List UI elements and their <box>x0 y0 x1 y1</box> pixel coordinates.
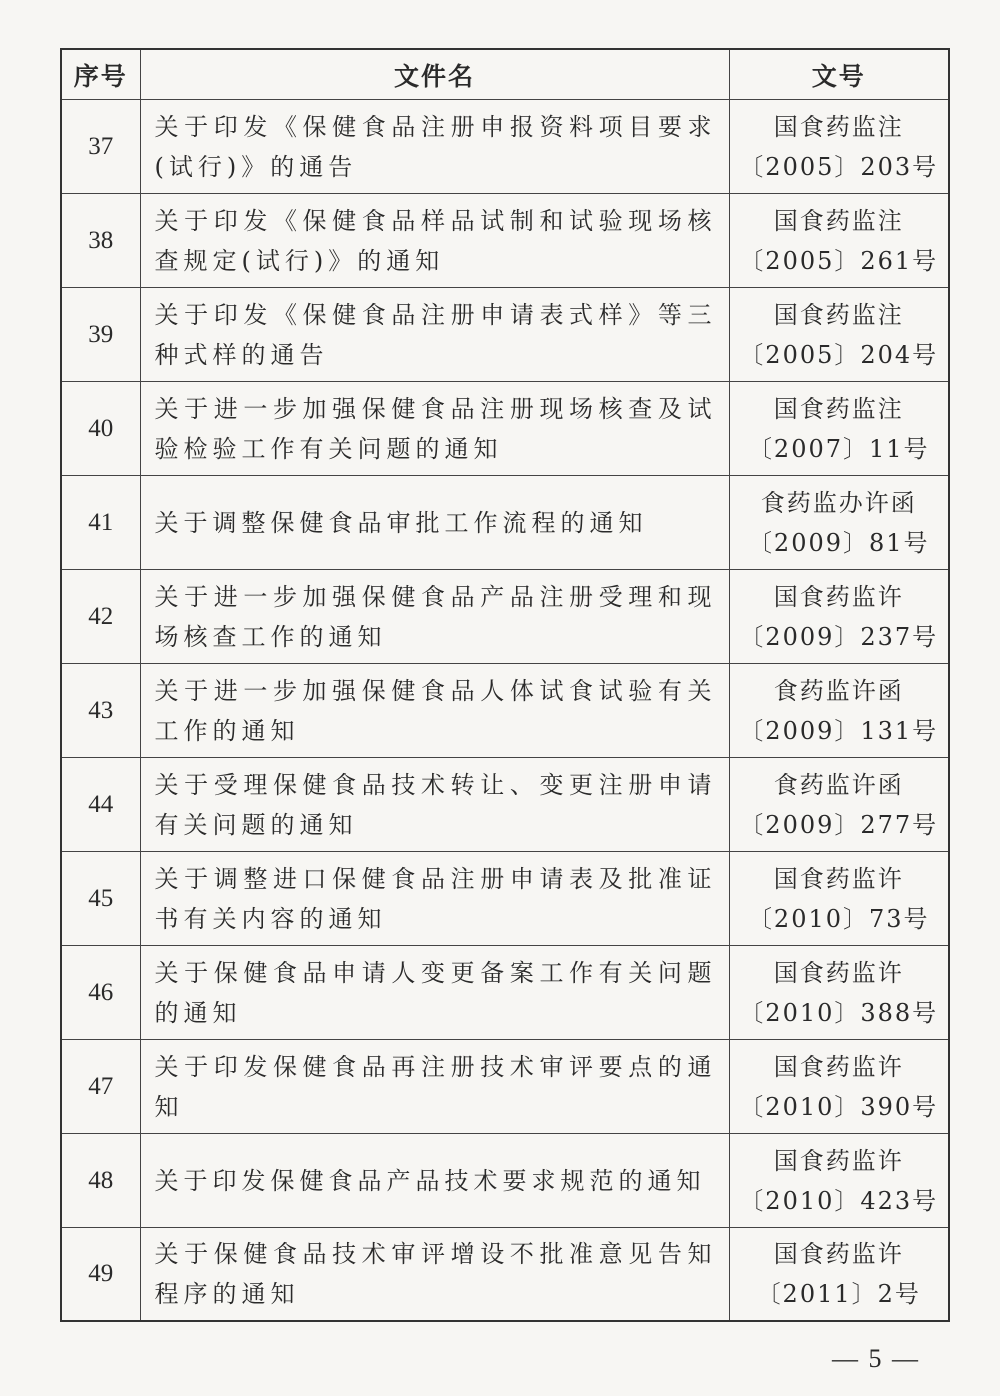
doc-number-issuer: 国食药监许 <box>773 1146 904 1175</box>
row-index: 37 <box>61 100 140 194</box>
row-title: 关于调整保健食品审批工作流程的通知 <box>140 476 729 570</box>
doc-number-issuer: 国食药监注 <box>773 206 904 235</box>
row-index: 49 <box>61 1228 140 1322</box>
table-row <box>61 1228 949 1322</box>
row-title: 关于进一步加强保健食品人体试食试验有关工作的通知 <box>140 664 729 758</box>
doc-number-issuer: 国食药监许 <box>773 582 904 611</box>
row-title: 关于保健食品申请人变更备案工作有关问题的通知 <box>140 946 729 1040</box>
row-doc-number <box>729 758 949 852</box>
row-index: 45 <box>61 852 140 946</box>
row-index: 48 <box>61 1134 140 1228</box>
row-index: 42 <box>61 570 140 664</box>
table-row <box>61 194 949 288</box>
row-index: 39 <box>61 288 140 382</box>
row-index: 46 <box>61 946 140 1040</box>
row-doc-number <box>729 1040 949 1134</box>
row-title: 关于印发保健食品产品技术要求规范的通知 <box>140 1134 729 1228</box>
doc-number-serial: 〔2011〕2号 <box>756 1280 921 1308</box>
table-row <box>61 1040 949 1134</box>
table-row <box>61 946 949 1040</box>
row-index: 47 <box>61 1040 140 1134</box>
row-title: 关于印发保健食品再注册技术审评要点的通知 <box>140 1040 729 1134</box>
row-title: 关于进一步加强保健食品注册现场核查及试验检验工作有关问题的通知 <box>140 382 729 476</box>
header-index: 序号 <box>61 49 140 100</box>
doc-number-issuer: 国食药监许 <box>773 958 904 987</box>
row-doc-number <box>729 946 949 1040</box>
doc-number-serial: 〔2010〕388号 <box>739 998 939 1027</box>
row-title: 关于进一步加强保健食品产品注册受理和现场核查工作的通知 <box>140 570 729 664</box>
doc-number-issuer: 食药监许函 <box>773 770 904 799</box>
doc-number-serial: 〔2010〕73号 <box>747 904 930 933</box>
row-doc-number <box>729 1228 949 1322</box>
table-row <box>61 852 949 946</box>
table-row <box>61 100 949 194</box>
doc-number-serial: 〔2005〕204号 <box>739 340 939 369</box>
table-row <box>61 1134 949 1228</box>
row-index: 43 <box>61 664 140 758</box>
document-table <box>60 48 950 1322</box>
table-row <box>61 664 949 758</box>
row-doc-number <box>729 664 949 758</box>
table-row <box>61 476 949 570</box>
row-index: 41 <box>61 476 140 570</box>
row-title: 关于受理保健食品技术转让、变更注册申请有关问题的通知 <box>140 758 729 852</box>
doc-number-issuer: 食药监办许函 <box>760 488 917 517</box>
table-row <box>61 758 949 852</box>
doc-number-issuer: 国食药监许 <box>773 1240 904 1268</box>
doc-number-issuer: 国食药监注 <box>773 112 904 141</box>
table-row <box>61 382 949 476</box>
doc-number-issuer: 国食药监许 <box>773 1052 904 1081</box>
row-doc-number <box>729 288 949 382</box>
table-row <box>61 570 949 664</box>
doc-number-serial: 〔2009〕81号 <box>747 528 930 557</box>
header-title: 文件名 <box>140 49 729 100</box>
row-title: 关于印发《保健食品注册申报资料项目要求(试行)》的通告 <box>140 100 729 194</box>
doc-number-serial: 〔2005〕261号 <box>739 246 939 275</box>
doc-number-serial: 〔2009〕237号 <box>739 622 939 651</box>
row-doc-number <box>729 1134 949 1228</box>
row-doc-number <box>729 852 949 946</box>
doc-number-serial: 〔2009〕131号 <box>739 716 939 745</box>
row-title: 关于保健食品技术审评增设不批准意见告知程序的通知 <box>140 1228 729 1322</box>
row-title: 关于印发《保健食品注册申请表式样》等三种式样的通告 <box>140 288 729 382</box>
doc-number-issuer: 国食药监注 <box>773 300 904 329</box>
row-doc-number <box>729 100 949 194</box>
table-header-row <box>61 49 949 100</box>
doc-number-issuer: 食药监许函 <box>773 676 904 705</box>
row-title: 关于印发《保健食品样品试制和试验现场核查规定(试行)》的通知 <box>140 194 729 288</box>
doc-number-serial: 〔2009〕277号 <box>739 810 939 839</box>
row-doc-number <box>729 476 949 570</box>
doc-number-serial: 〔2005〕203号 <box>739 152 939 181</box>
table-row <box>61 288 949 382</box>
row-doc-number <box>729 570 949 664</box>
row-index: 44 <box>61 758 140 852</box>
row-title: 关于调整进口保健食品注册申请表及批准证书有关内容的通知 <box>140 852 729 946</box>
doc-number-serial: 〔2010〕423号 <box>739 1186 939 1215</box>
row-doc-number <box>729 194 949 288</box>
row-doc-number <box>729 382 949 476</box>
doc-number-serial: 〔2010〕390号 <box>739 1092 939 1121</box>
row-index: 40 <box>61 382 140 476</box>
row-index: 38 <box>61 194 140 288</box>
doc-number-serial: 〔2007〕11号 <box>747 434 930 463</box>
page-number: — 5 — <box>832 1344 920 1373</box>
doc-number-issuer: 国食药监许 <box>773 864 904 893</box>
header-doc-number: 文号 <box>729 49 949 100</box>
doc-number-issuer: 国食药监注 <box>773 394 904 423</box>
